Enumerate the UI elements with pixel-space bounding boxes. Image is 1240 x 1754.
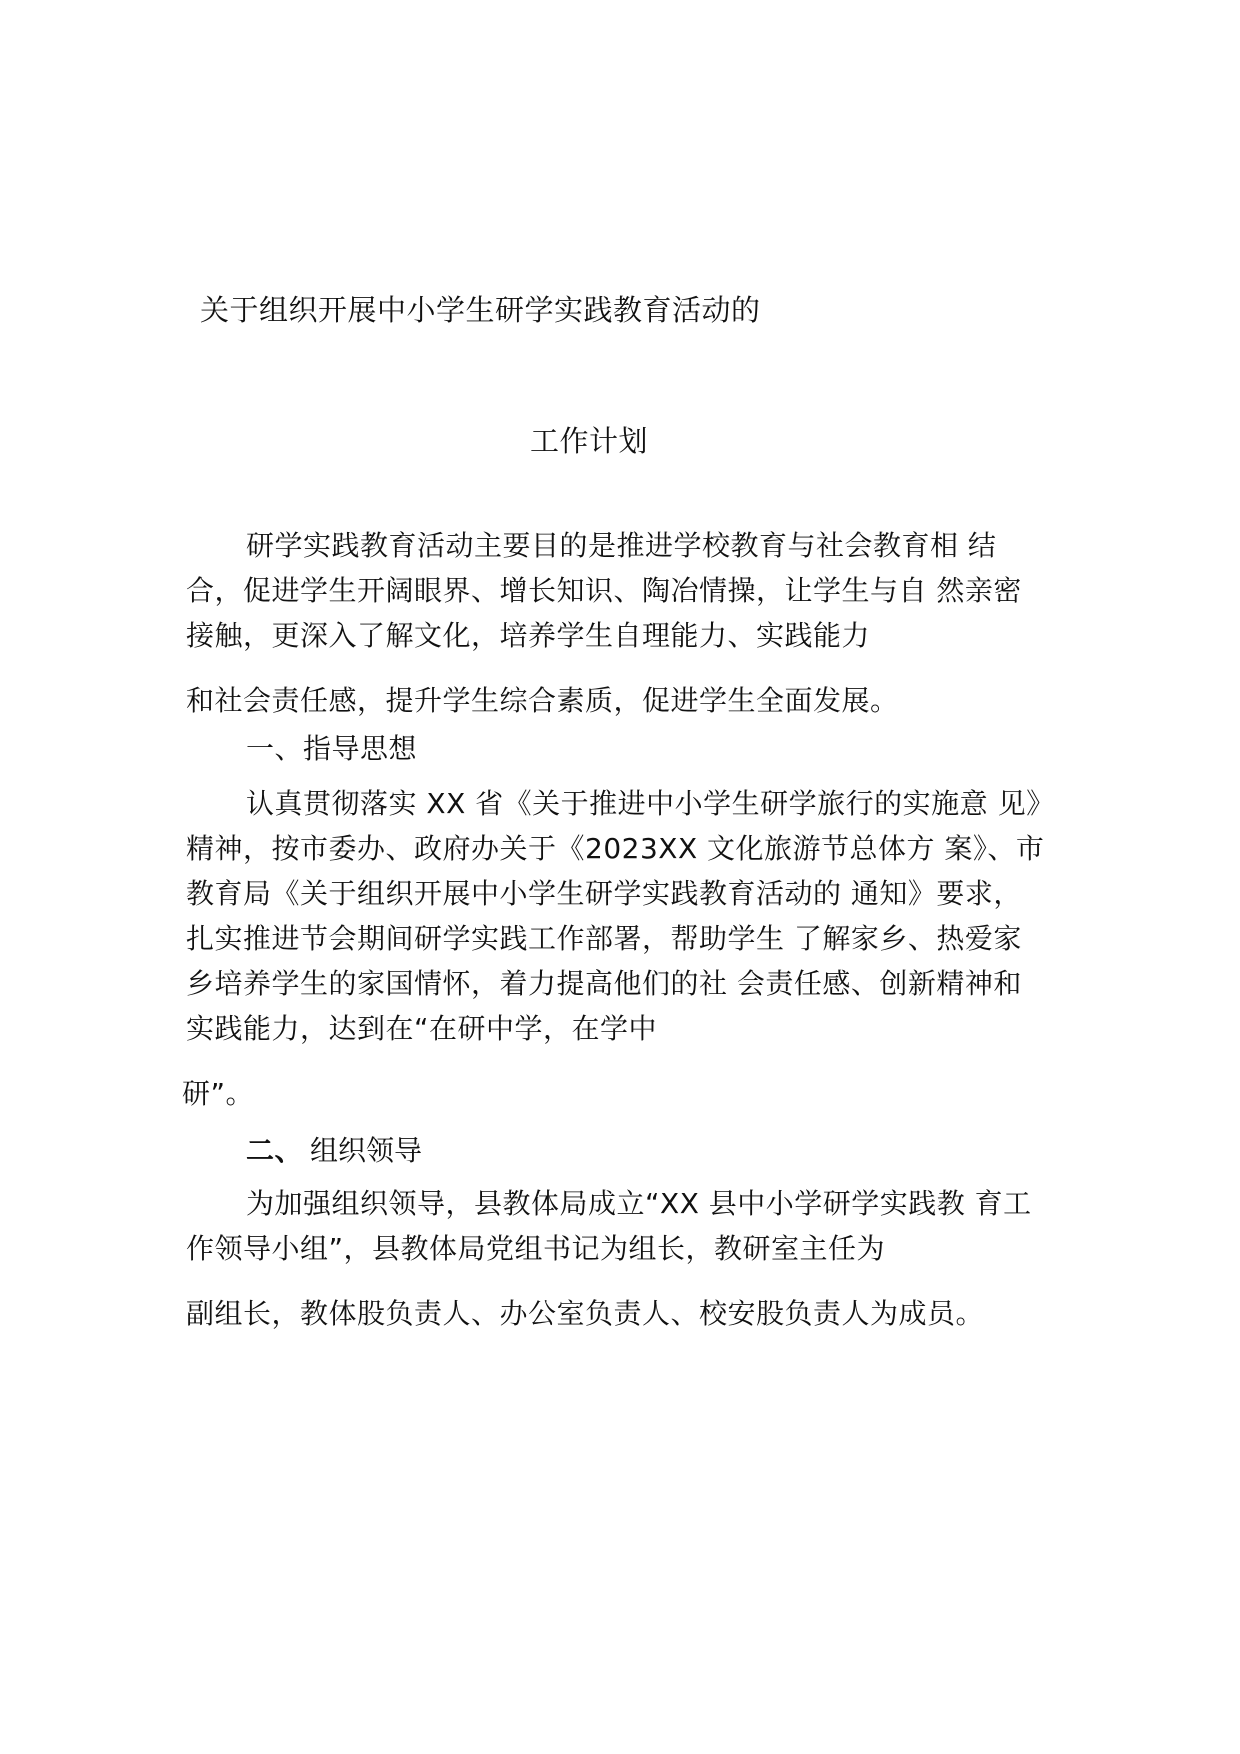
section2-line-1: 为加强组织领导，县教体局成立“XX 县中小学研学实践教 育工 (246, 1187, 1032, 1220)
section1-heading: 一、指导思想 (246, 732, 418, 765)
intro-line-2: 合，促进学生开阔眼界、增长知识、陶冶情操，让学生与自 然亲密 (186, 574, 1022, 607)
intro-line-1: 研学实践教育活动主要目的是推进学校教育与社会教育相 结 (246, 529, 997, 562)
section1-line-3: 教育局《关于组织开展中小学生研学实践教育活动的 通知》要求， (186, 877, 1022, 910)
section1-line-6: 实践能力，达到在“在研中学，在学中 (186, 1012, 658, 1045)
section2-line-3: 副组长，教体股负责人、办公室负责人、校安股负责人为成员。 (186, 1297, 985, 1330)
section1-line-4: 扎实推进节会期间研学实践工作部署，帮助学生 了解家乡、热爱家 (186, 922, 1022, 955)
section2-line-2: 作领导小组”，县教体局党组书记为组长，教研室主任为 (186, 1232, 886, 1265)
section1-line-5: 乡培养学生的家国情怀，着力提高他们的社 会责任感、创新精神和 (186, 967, 1022, 1000)
section1-line-1: 认真贯彻落实 XX 省《关于推进中小学生研学旅行的实施意 见》 (246, 787, 1055, 820)
intro-line-4: 和社会责任感，提升学生综合素质，促进学生全面发展。 (186, 684, 899, 717)
document-title-line2: 工作计划 (530, 424, 649, 458)
intro-line-3: 接触，更深入了解文化，培养学生自理能力、实践能力 (186, 619, 871, 652)
section1-line-2: 精神，按市委办、政府办关于《2023XX 文化旅游节总体方 案》、市 (186, 832, 1045, 865)
section2-heading-number: 二、 (246, 1134, 304, 1167)
section2-heading-text: 组织领导 (310, 1134, 423, 1167)
document-title-line1: 关于组织开展中小学生研学实践教育活动的 (200, 293, 761, 327)
section1-line-7: 研”。 (182, 1077, 255, 1110)
